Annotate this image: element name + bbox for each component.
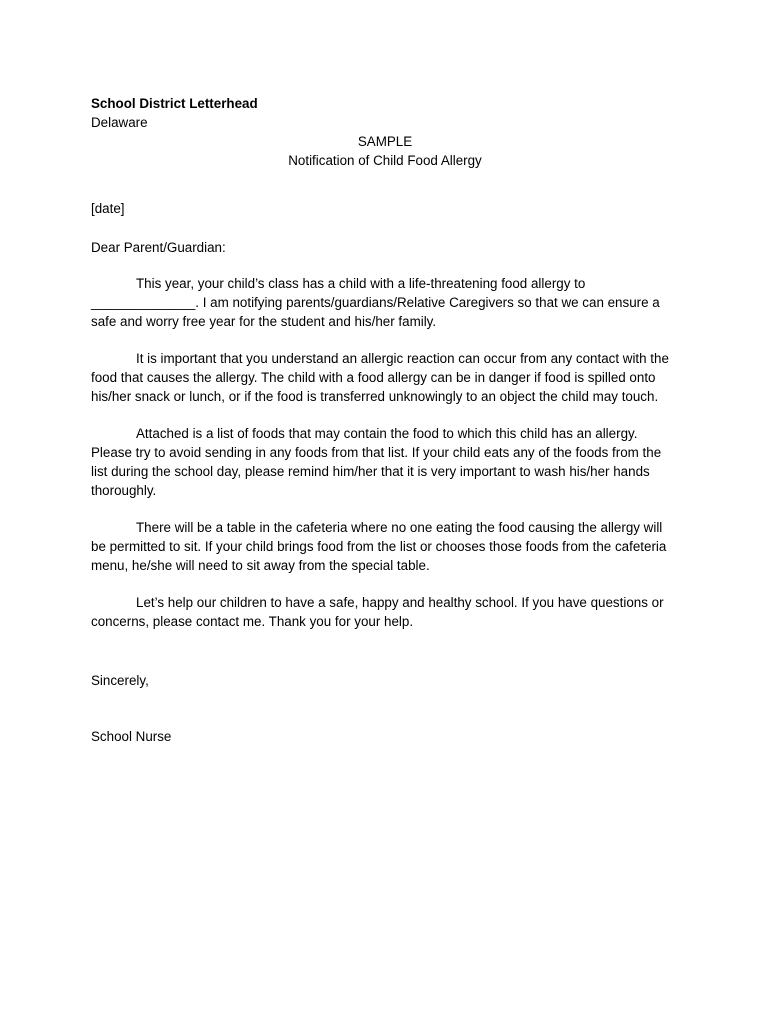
paragraph-3: Attached is a list of foods that may contain the food to which this child has an allergy. Please try to avoid sending in any foods from that list. If your child eats any of the foods from the list during the school day, please remind him/her that it is very important to wash his/her hands thoroughly. (91, 426, 662, 498)
paragraph-1-intro: This year, your child’s class has a child with a life-threatening food allergy to (136, 276, 586, 291)
paragraph-1 (91, 274, 679, 331)
subject-heading: Notification of Child Food Allergy (288, 153, 482, 168)
letterhead-state: Delaware (91, 115, 148, 130)
paragraph-5: Let’s help our children to have a safe, happy and healthy school. If you have questions or concerns, please contact me. Thank you for your help. (91, 595, 664, 629)
sample-heading: SAMPLE (357, 134, 413, 149)
paragraph-4: There will be a table in the cafeteria where no one eating the food causing the allergy will be permitted to sit. If your child brings food from the list or chooses those foods from the cafeteria menu, he/she will need to sit away from the special table. (91, 520, 667, 573)
letter-body (91, 94, 679, 746)
date-placeholder: [date] (91, 201, 125, 216)
signature: School Nurse (91, 729, 172, 744)
letterhead-title: School District Letterhead (91, 96, 258, 111)
paragraph-2: It is important that you understand an allergic reaction can occur from any contact with the food that causes the allergy. The child with a food allergy can be in danger if food is spilled onto his/her snack or lunch, or if the food is transferred unknowingly to an object the child may touch. (91, 351, 669, 404)
allergen-blank: ______________ (91, 295, 196, 310)
closing: Sincerely, (91, 673, 149, 688)
salutation: Dear Parent/Guardian: (91, 240, 226, 255)
paragraph-1-rest: . I am notifying parents/guardians/Relative Caregivers so that we can ensure a safe and worry free year for the student and his/her family. (91, 295, 660, 329)
